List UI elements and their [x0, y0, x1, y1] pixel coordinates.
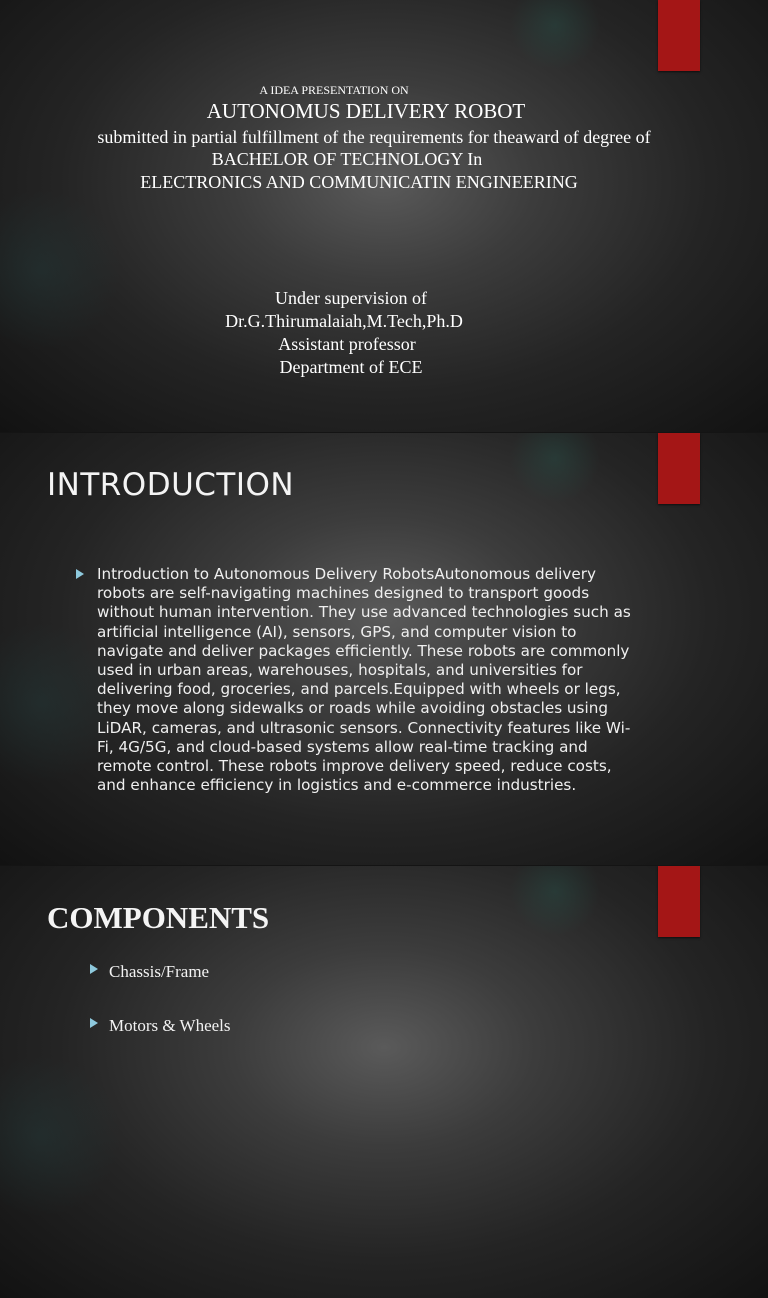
components-slide: [0, 866, 768, 1298]
presentation-kicker: A IDEA PRESENTATION ON: [259, 83, 409, 97]
supervisor-designation: Assistant professor: [278, 334, 416, 354]
component-item: Motors & Wheels: [109, 1016, 231, 1035]
submission-line: submitted in partial fulfillment of the requirements for theaward of degree of: [97, 127, 651, 147]
supervision-label: Under supervision of: [275, 288, 427, 308]
red-accent-tab: [658, 866, 700, 937]
slide-heading: INTRODUCTION: [47, 467, 295, 503]
triangle-bullet-icon: [76, 569, 84, 579]
red-accent-tab: [658, 0, 700, 71]
triangle-bullet-icon: [90, 964, 98, 974]
degree-line: BACHELOR OF TECHNOLOGY In: [211, 149, 483, 169]
introduction-slide: [0, 433, 768, 865]
title-slide: [0, 0, 768, 432]
triangle-bullet-icon: [90, 1018, 98, 1028]
slide-heading: COMPONENTS: [47, 900, 270, 935]
supervisor-name: Dr.G.Thirumalaiah,M.Tech,Ph.D: [225, 311, 463, 331]
introduction-paragraph: Introduction to Autonomous Delivery RobotsAutonomous delivery robots are self-navigating machines designed to transport goods without human intervention. They use advanced technologies such as artificial intelligence (AI), sensors, GPS, and computer vision to navigate and deliver packages efficiently. These robots are commonly used in urban areas, warehouses, hospitals, and universities for delivering food, groceries, and parcels.Equipped with wheels or legs, they move along sidewalks or roads while avoiding obstacles using LiDAR, cameras, and ultrasonic sensors. Connectivity features like Wi-Fi, 4G/5G, and cloud-based systems allow real-time tracking and remote control. These robots improve delivery speed, reduce costs, and enhance efficiency in logistics and e-commerce industries.: [97, 565, 631, 795]
branch-line: ELECTRONICS AND COMMUNICATIN ENGINEERING: [140, 172, 578, 192]
component-item: Chassis/Frame: [109, 962, 210, 981]
red-accent-tab: [658, 433, 700, 504]
presentation-title: AUTONOMUS DELIVERY ROBOT: [206, 99, 526, 123]
supervisor-department: Department of ECE: [279, 357, 423, 377]
